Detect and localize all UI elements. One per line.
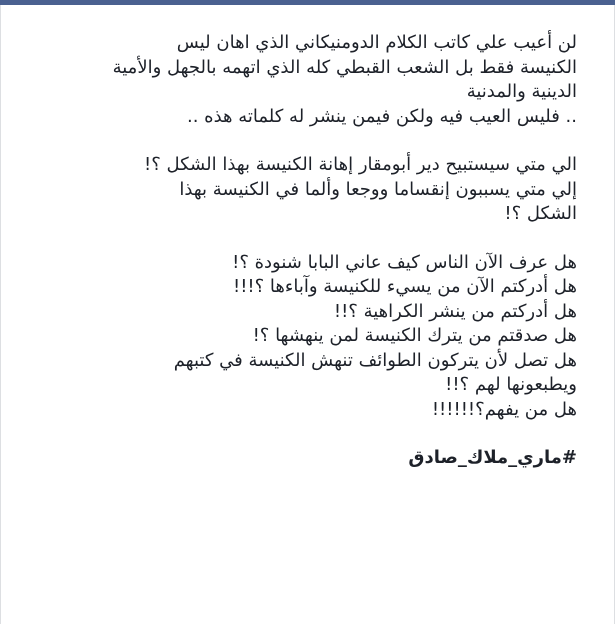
post-text [32,31,577,471]
hashtag-link[interactable]: #ماري_ملاك_صادق [408,447,577,468]
post-line: هل من يفهم؟!!!!!! [431,398,577,420]
post-line: إلي متي يسببون إنقساما ووجعا وألما في الكنيسة بهذا [179,178,577,200]
post-line: هل عرف الآن الناس كيف عاني البابا شنودة ؟! [232,251,577,273]
post-line: ويطبعونها لهم ؟!! [445,374,577,395]
post-line: الي متي سيستبيح دير أبومقار إهانة الكنيسة بهذا الشكل ؟! [143,154,577,175]
post-line: الدينية والمدنية [466,81,577,102]
post-line: لن أعيب علي كاتب الكلام الدومنيكاني الذي اهان ليس [176,32,577,53]
post-line: هل أدركتم من ينشر الكراهية ؟!! [333,300,577,322]
post-line: الكنيسة فقط بل الشعب القبطي كله الذي اتهمه بالجهل والأمية [112,56,577,78]
post-line: .. فليس العيب فيه ولكن فيمن ينشر له كلماته هذه .. [187,105,577,127]
post-line: هل تصل لأن يتركون الطوائف تنهش الكنيسة في كتبهم [173,349,577,371]
post-line: الشكل ؟! [504,203,577,224]
post-card [0,5,615,624]
paragraph-gap [32,422,577,446]
paragraph-gap [32,227,577,251]
paragraph-gap [32,129,577,153]
post-line: هل صدقتم من يترك الكنيسة لمن ينهشها ؟! [252,325,577,346]
post-line: هل أدركتم الآن من يسيء للكنيسة وآباءها ؟!!! [232,276,577,297]
